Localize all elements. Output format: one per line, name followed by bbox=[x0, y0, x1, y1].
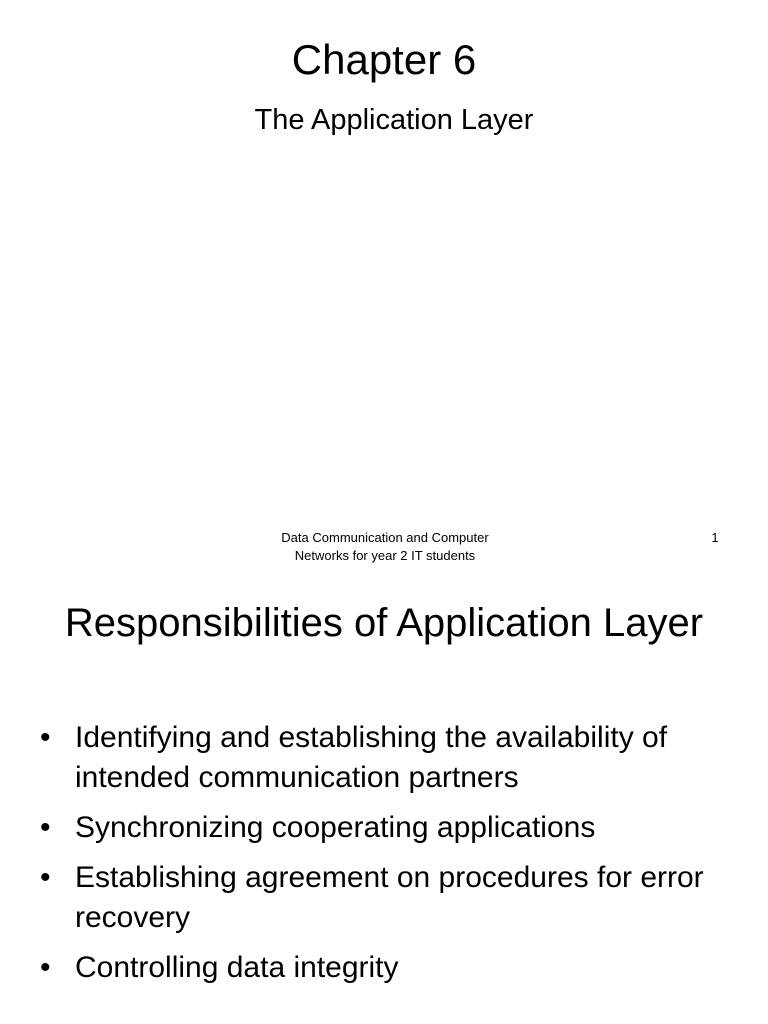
bullet-item bbox=[40, 718, 750, 798]
slide-title: Responsibilities of Application Layer bbox=[64, 601, 704, 645]
bullet-item bbox=[40, 858, 750, 938]
bullet-item bbox=[40, 808, 750, 848]
slide-responsibilities bbox=[0, 584, 768, 1024]
bullet-item bbox=[40, 948, 750, 988]
chapter-title: Chapter 6 bbox=[291, 36, 477, 83]
bullet-marker: • bbox=[40, 951, 51, 984]
bullet-marker: • bbox=[40, 861, 51, 894]
bullet-text: Synchronizing cooperating applications bbox=[75, 811, 596, 844]
bullet-list bbox=[40, 718, 750, 998]
bullet-marker: • bbox=[40, 811, 51, 844]
bullet-text: Identifying and establishing the availability of intended communication partners bbox=[75, 721, 668, 794]
slide-footer: Data Communication and Computer Networks for year 2 IT students bbox=[281, 530, 489, 563]
page-number: 1 bbox=[711, 530, 719, 545]
bullet-text: Establishing agreement on procedures for error recovery bbox=[75, 861, 704, 934]
bullet-text: Controlling data integrity bbox=[75, 951, 399, 984]
chapter-subtitle: The Application Layer bbox=[254, 104, 534, 136]
bullet-marker: • bbox=[40, 721, 51, 754]
